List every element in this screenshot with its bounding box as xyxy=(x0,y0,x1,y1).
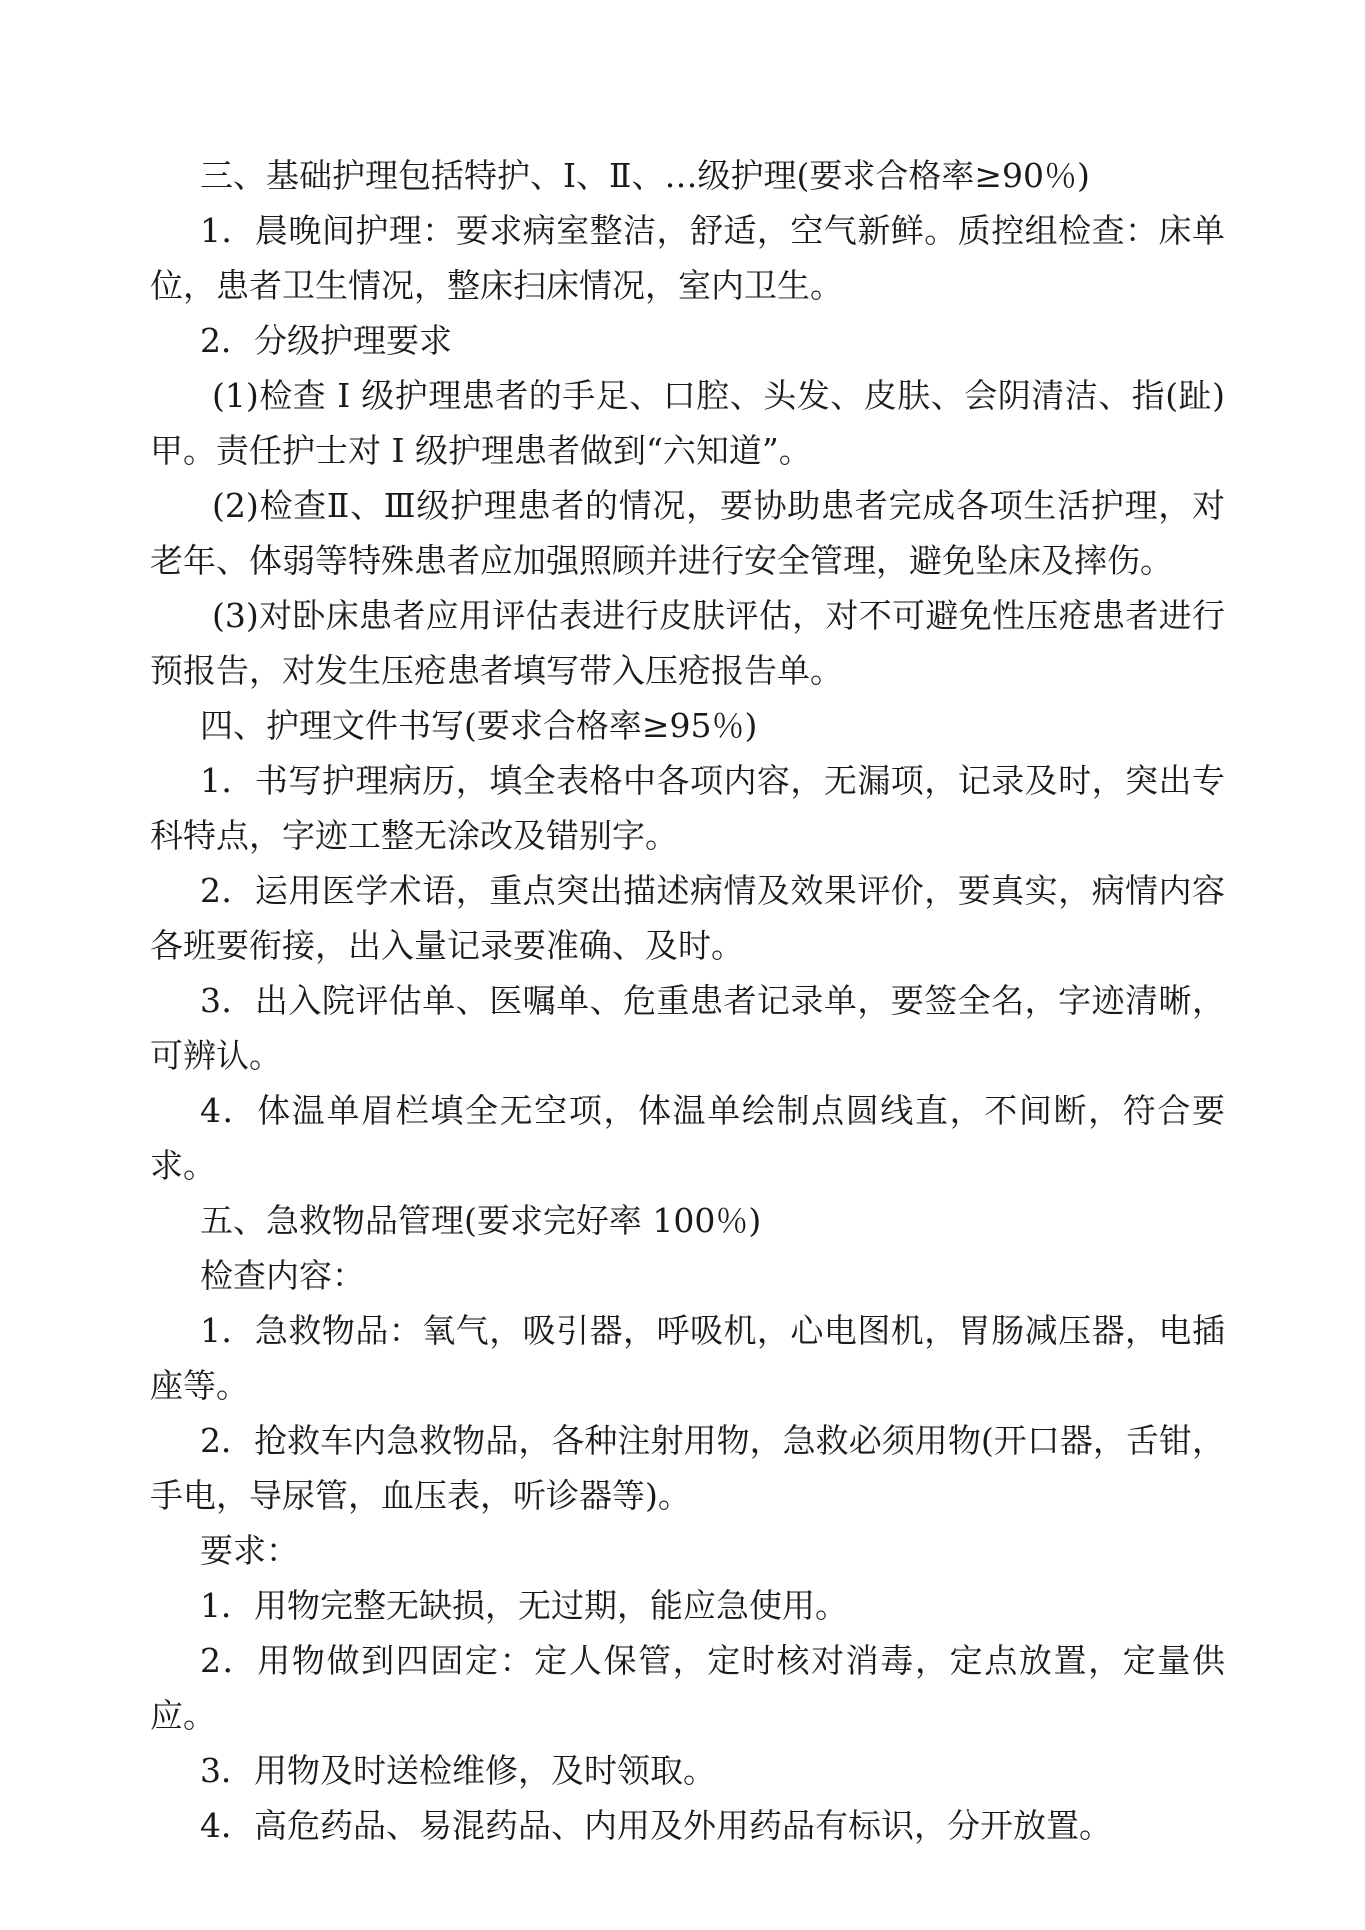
paragraph-doc-item-4: 4．体温单眉栏填全无空项，体温单绘制点圆线直，不间断，符合要求。 xyxy=(150,1091,1225,1185)
paragraph-doc-item-1: 1．书写护理病历，填全表格中各项内容，无漏项，记录及时，突出专科特点，字迹工整无涂改及错别字。 xyxy=(150,761,1225,855)
subheading-requirements: 要求： xyxy=(200,1531,299,1570)
paragraph-level-1-check: (1)检查 I 级护理患者的手足、口腔、头发、皮肤、会阴清洁、指(趾)甲。责任护士对 I 级护理患者做到“六知道”。 xyxy=(150,376,1225,470)
paragraph-graded-care: 2．分级护理要求 xyxy=(200,321,452,360)
paragraph-morning-evening-care: 1．晨晚间护理：要求病室整洁，舒适，空气新鲜。质控组检查：床单位，患者卫生情况，整床扫床情况，室内卫生。 xyxy=(150,211,1225,305)
section-heading-basic-care: 三、基础护理包括特护、I、Ⅱ、…级护理(要求合格率≥90％) xyxy=(200,156,1090,195)
subheading-check-content: 检查内容： xyxy=(200,1256,365,1295)
section-heading-documentation: 四、护理文件书写(要求合格率≥95％) xyxy=(200,706,758,745)
paragraph-requirement-4: 4．高危药品、易混药品、内用及外用药品有标识，分开放置。 xyxy=(200,1806,1112,1845)
paragraph-supplies-item-1: 1．急救物品：氧气，吸引器，呼吸机，心电图机，胃肠减压器，电插座等。 xyxy=(150,1311,1225,1405)
paragraph-requirement-2: 2．用物做到四固定：定人保管，定时核对消毒，定点放置，定量供应。 xyxy=(150,1641,1225,1735)
paragraph-requirement-3: 3．用物及时送检维修，及时领取。 xyxy=(200,1751,716,1790)
section-heading-emergency-supplies: 五、急救物品管理(要求完好率 100％) xyxy=(200,1201,762,1240)
paragraph-pressure-ulcer: (3)对卧床患者应用评估表进行皮肤评估，对不可避免性压疮患者进行预报告，对发生压疮患者填写带入压疮报告单。 xyxy=(150,596,1225,690)
paragraph-supplies-item-2: 2．抢救车内急救物品，各种注射用物，急救必须用物(开口器，舌钳，手电，导尿管，血压表，听诊器等)。 xyxy=(150,1421,1225,1515)
paragraph-requirement-1: 1．用物完整无缺损，无过期，能应急使用。 xyxy=(200,1586,848,1625)
document-page xyxy=(150,148,1225,1853)
paragraph-doc-item-3: 3．出入院评估单、医嘱单、危重患者记录单，要签全名，字迹清晰，可辨认。 xyxy=(150,981,1225,1075)
paragraph-level-2-3-check: (2)检查Ⅱ、Ⅲ级护理患者的情况，要协助患者完成各项生活护理，对老年、体弱等特殊患者应加强照顾并进行安全管理，避免坠床及摔伤。 xyxy=(150,486,1225,580)
paragraph-doc-item-2: 2．运用医学术语，重点突出描述病情及效果评价，要真实，病情内容各班要衔接，出入量记录要准确、及时。 xyxy=(150,871,1225,965)
